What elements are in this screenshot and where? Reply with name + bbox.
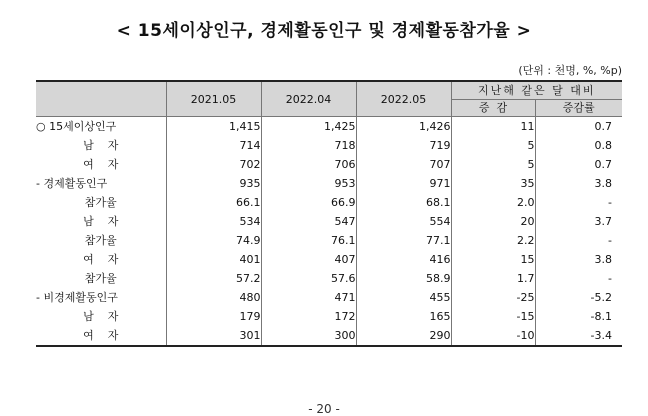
row-label: 참가율 xyxy=(36,231,166,250)
row-label: 남 자 xyxy=(36,136,166,155)
cell-2021-05: 702 xyxy=(166,155,261,174)
cell-2022-05: 290 xyxy=(356,326,451,346)
cell-change-rate: 3.8 xyxy=(535,250,622,269)
table-row xyxy=(36,117,622,137)
cell-2022-04: 76.1 xyxy=(261,231,356,250)
cell-2022-05: 165 xyxy=(356,307,451,326)
cell-change: 20 xyxy=(451,212,535,231)
cell-2022-05: 1,426 xyxy=(356,117,451,137)
cell-2022-04: 718 xyxy=(261,136,356,155)
table-row xyxy=(36,212,622,231)
table-row xyxy=(36,174,622,193)
table-row xyxy=(36,288,622,307)
cell-2021-05: 480 xyxy=(166,288,261,307)
header-yoy-group: 지난해 같은 달 대비 xyxy=(451,81,622,100)
header-change: 증 감 xyxy=(451,100,535,117)
cell-change-rate: -5.2 xyxy=(535,288,622,307)
cell-2022-05: 58.9 xyxy=(356,269,451,288)
cell-2021-05: 401 xyxy=(166,250,261,269)
cell-2022-05: 77.1 xyxy=(356,231,451,250)
cell-2022-04: 953 xyxy=(261,174,356,193)
cell-2022-05: 719 xyxy=(356,136,451,155)
cell-2022-04: 1,425 xyxy=(261,117,356,137)
cell-change-rate: -3.4 xyxy=(535,326,622,346)
table-row xyxy=(36,193,622,212)
cell-2022-04: 547 xyxy=(261,212,356,231)
cell-2022-05: 455 xyxy=(356,288,451,307)
table-row xyxy=(36,326,622,346)
cell-change: -10 xyxy=(451,326,535,346)
cell-change-rate: - xyxy=(535,193,622,212)
row-label: 남 자 xyxy=(36,212,166,231)
table-row xyxy=(36,136,622,155)
cell-change-rate: 0.7 xyxy=(535,117,622,137)
row-label: 여 자 xyxy=(36,250,166,269)
cell-2022-04: 471 xyxy=(261,288,356,307)
cell-2021-05: 179 xyxy=(166,307,261,326)
cell-change-rate: 0.7 xyxy=(535,155,622,174)
cell-change: 11 xyxy=(451,117,535,137)
cell-2021-05: 935 xyxy=(166,174,261,193)
row-label: 남 자 xyxy=(36,307,166,326)
cell-2021-05: 66.1 xyxy=(166,193,261,212)
cell-2021-05: 534 xyxy=(166,212,261,231)
cell-2021-05: 714 xyxy=(166,136,261,155)
cell-change: 5 xyxy=(451,155,535,174)
statistics-table xyxy=(36,80,622,347)
header-2021-05: 2021.05 xyxy=(166,81,261,117)
row-label: ○ 15세이상인구 xyxy=(36,117,166,137)
cell-2022-04: 172 xyxy=(261,307,356,326)
table-row xyxy=(36,231,622,250)
cell-change-rate: -8.1 xyxy=(535,307,622,326)
cell-2022-05: 554 xyxy=(356,212,451,231)
cell-2021-05: 57.2 xyxy=(166,269,261,288)
cell-2021-05: 301 xyxy=(166,326,261,346)
cell-change: 1.7 xyxy=(451,269,535,288)
cell-2022-05: 416 xyxy=(356,250,451,269)
row-label: 참가율 xyxy=(36,269,166,288)
cell-2022-05: 707 xyxy=(356,155,451,174)
cell-change-rate: - xyxy=(535,269,622,288)
table-row xyxy=(36,269,622,288)
row-label: 여 자 xyxy=(36,155,166,174)
cell-change-rate: 3.8 xyxy=(535,174,622,193)
row-label: - 비경제활동인구 xyxy=(36,288,166,307)
cell-change: -15 xyxy=(451,307,535,326)
document-title: < 15세이상인구, 경제활동인구 및 경제활동참가율 > xyxy=(116,21,532,41)
header-change-rate: 증감률 xyxy=(535,100,622,117)
header-2022-05: 2022.05 xyxy=(356,81,451,117)
cell-change-rate: 3.7 xyxy=(535,212,622,231)
cell-2022-04: 57.6 xyxy=(261,269,356,288)
cell-2022-04: 407 xyxy=(261,250,356,269)
table-row xyxy=(36,155,622,174)
cell-2022-04: 706 xyxy=(261,155,356,174)
table-row xyxy=(36,250,622,269)
cell-change: 2.0 xyxy=(451,193,535,212)
unit-note: (단위 : 천명, %, %p) xyxy=(518,64,622,77)
row-label: - 경제활동인구 xyxy=(36,174,166,193)
row-label: 여 자 xyxy=(36,326,166,346)
cell-change: 2.2 xyxy=(451,231,535,250)
cell-change: 15 xyxy=(451,250,535,269)
cell-2022-04: 300 xyxy=(261,326,356,346)
cell-2022-05: 971 xyxy=(356,174,451,193)
header-blank-cell xyxy=(36,81,166,117)
cell-2021-05: 74.9 xyxy=(166,231,261,250)
row-label: 참가율 xyxy=(36,193,166,212)
cell-2022-05: 68.1 xyxy=(356,193,451,212)
cell-change-rate: - xyxy=(535,231,622,250)
cell-change-rate: 0.8 xyxy=(535,136,622,155)
cell-2022-04: 66.9 xyxy=(261,193,356,212)
cell-change: 35 xyxy=(451,174,535,193)
cell-change: -25 xyxy=(451,288,535,307)
table-row xyxy=(36,307,622,326)
cell-change: 5 xyxy=(451,136,535,155)
page-number: - 20 - xyxy=(308,402,340,416)
header-2022-04: 2022.04 xyxy=(261,81,356,117)
cell-2021-05: 1,415 xyxy=(166,117,261,137)
